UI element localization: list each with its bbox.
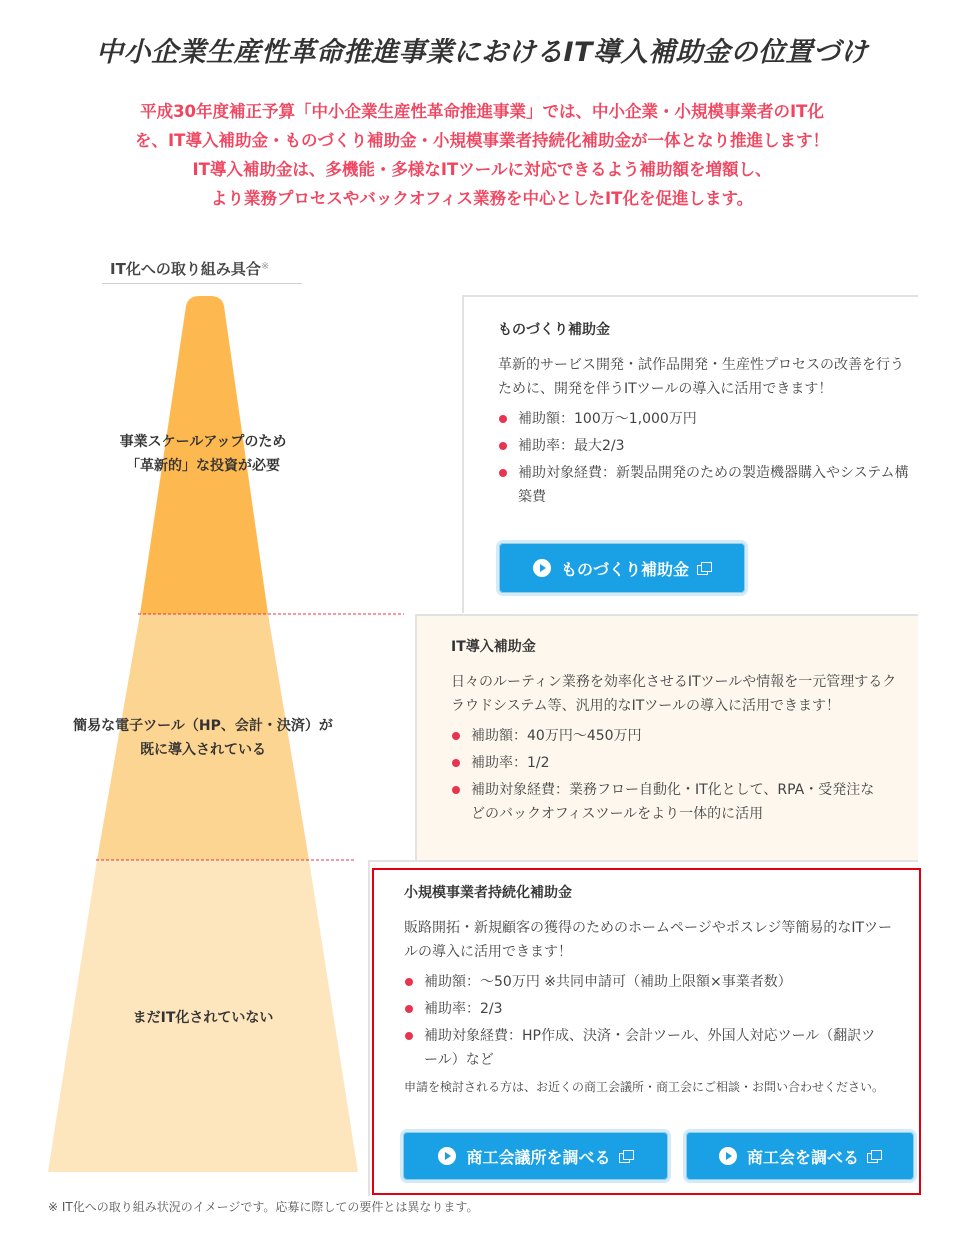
lead-line: を、IT導入補助金・ものづくり補助金・小規模事業者持続化補助金が一体となり推進します！ [135, 131, 829, 150]
bullet-icon [452, 759, 460, 767]
button-label: 商工会議所を調べる [466, 1147, 611, 1167]
page-title: 中小企業生産性革命推進事業におけるIT導入補助金の位置づけ [96, 37, 868, 68]
card-description: 革新的サービス開発・試作品開発・生産性プロセスの改善を行うために、開発を伴うITツールの導入に活用できます！ [498, 357, 904, 397]
highlight-frame [372, 868, 921, 1195]
tier-label-line: 既に導入されている [140, 742, 266, 758]
card-details [498, 407, 920, 509]
detail-text: 補助対象経費：業務フロー自動化・IT化として、RPA・受発注などのバックオフィスツールをより一体的に活用 [471, 782, 875, 822]
tier-label-simple-tools [48, 714, 358, 762]
tier-label-innovative [58, 430, 348, 478]
lead-line: IT導入補助金は、多機能・多様なITツールに対応できるよう補助額を増額し、 [192, 160, 772, 179]
bullet-icon [499, 415, 507, 423]
tier-label-line: 簡易な電子ツール（HP、会計・決済）が [73, 718, 333, 734]
bullet-icon [499, 469, 507, 477]
detail-text: 補助率：2/3 [424, 1001, 503, 1017]
card-description: 販路開拓・新規顧客の獲得のためのホームページやポスレジ等簡易的なITツールの導入に活用できます！ [404, 920, 893, 960]
detail-text: 補助額：100万〜1,000万円 [518, 411, 697, 427]
card-title: 小規模事業者持続化補助金 [404, 885, 572, 901]
card-title: ものづくり補助金 [498, 322, 610, 338]
card-details [451, 724, 881, 826]
axis-label-mark: ※ [260, 261, 270, 272]
detail-item [451, 724, 881, 748]
tier-label-not-yet [58, 1006, 348, 1030]
detail-item [451, 751, 881, 775]
detail-text: 補助率：最大2/3 [518, 438, 625, 454]
play-icon [533, 559, 551, 577]
detail-item [451, 778, 881, 826]
bullet-icon [499, 442, 507, 450]
detail-item [498, 461, 920, 509]
external-link-icon [697, 562, 711, 574]
tier-label-line: 事業スケールアップのため [119, 434, 287, 450]
card-it-subsidy [415, 614, 918, 860]
detail-text: 補助対象経費：HP作成、決済・会計ツール、外国人対応ツール（翻訳ツール）など [424, 1028, 876, 1068]
detail-item [498, 407, 920, 431]
card-title: IT導入補助金 [451, 639, 536, 655]
button-label: ものづくり補助金 [560, 559, 689, 579]
lead-line: より業務プロセスやバックオフィス業務を中心としたIT化を促進します。 [210, 189, 754, 208]
axis-label-text: IT化への取り組み具合 [110, 260, 261, 278]
bullet-icon [452, 732, 460, 740]
detail-text: 補助額：40万円〜450万円 [471, 728, 642, 744]
lead-line: 平成30年度補正予算「中小企業生産性革命推進事業」では、中小企業・小規模事業者のIT化 [140, 102, 824, 121]
monozukuri-link-button[interactable] [496, 540, 748, 596]
detail-text: 補助対象経費：新製品開発のための製造機器購入やシステム構築費 [518, 465, 909, 505]
card-description: 日々のルーティン業務を効率化させるITツールや情報を一元管理するクラウドシステム等、汎用的なITツールの導入に活用できます！ [451, 674, 897, 714]
tier-label-line: まだIT化されていない [132, 1010, 274, 1026]
bullet-icon [452, 786, 460, 794]
tier-label-line: 「革新的」な投資が必要 [126, 458, 280, 474]
detail-item [498, 434, 920, 458]
button-label: 商工会を調べる [746, 1147, 859, 1167]
detail-text: 補助額：〜50万円 ※共同申請可（補助上限額×事業者数） [424, 974, 792, 990]
card-note: 申請を検討される方は、お近くの商工会議所・商工会にご相談・お問い合わせください。 [404, 1080, 885, 1094]
footnote: ※ IT化への取り組み状況のイメージです。応募に際しての要件とは異なります。 [48, 1200, 479, 1214]
detail-text: 補助率：1/2 [471, 755, 550, 771]
